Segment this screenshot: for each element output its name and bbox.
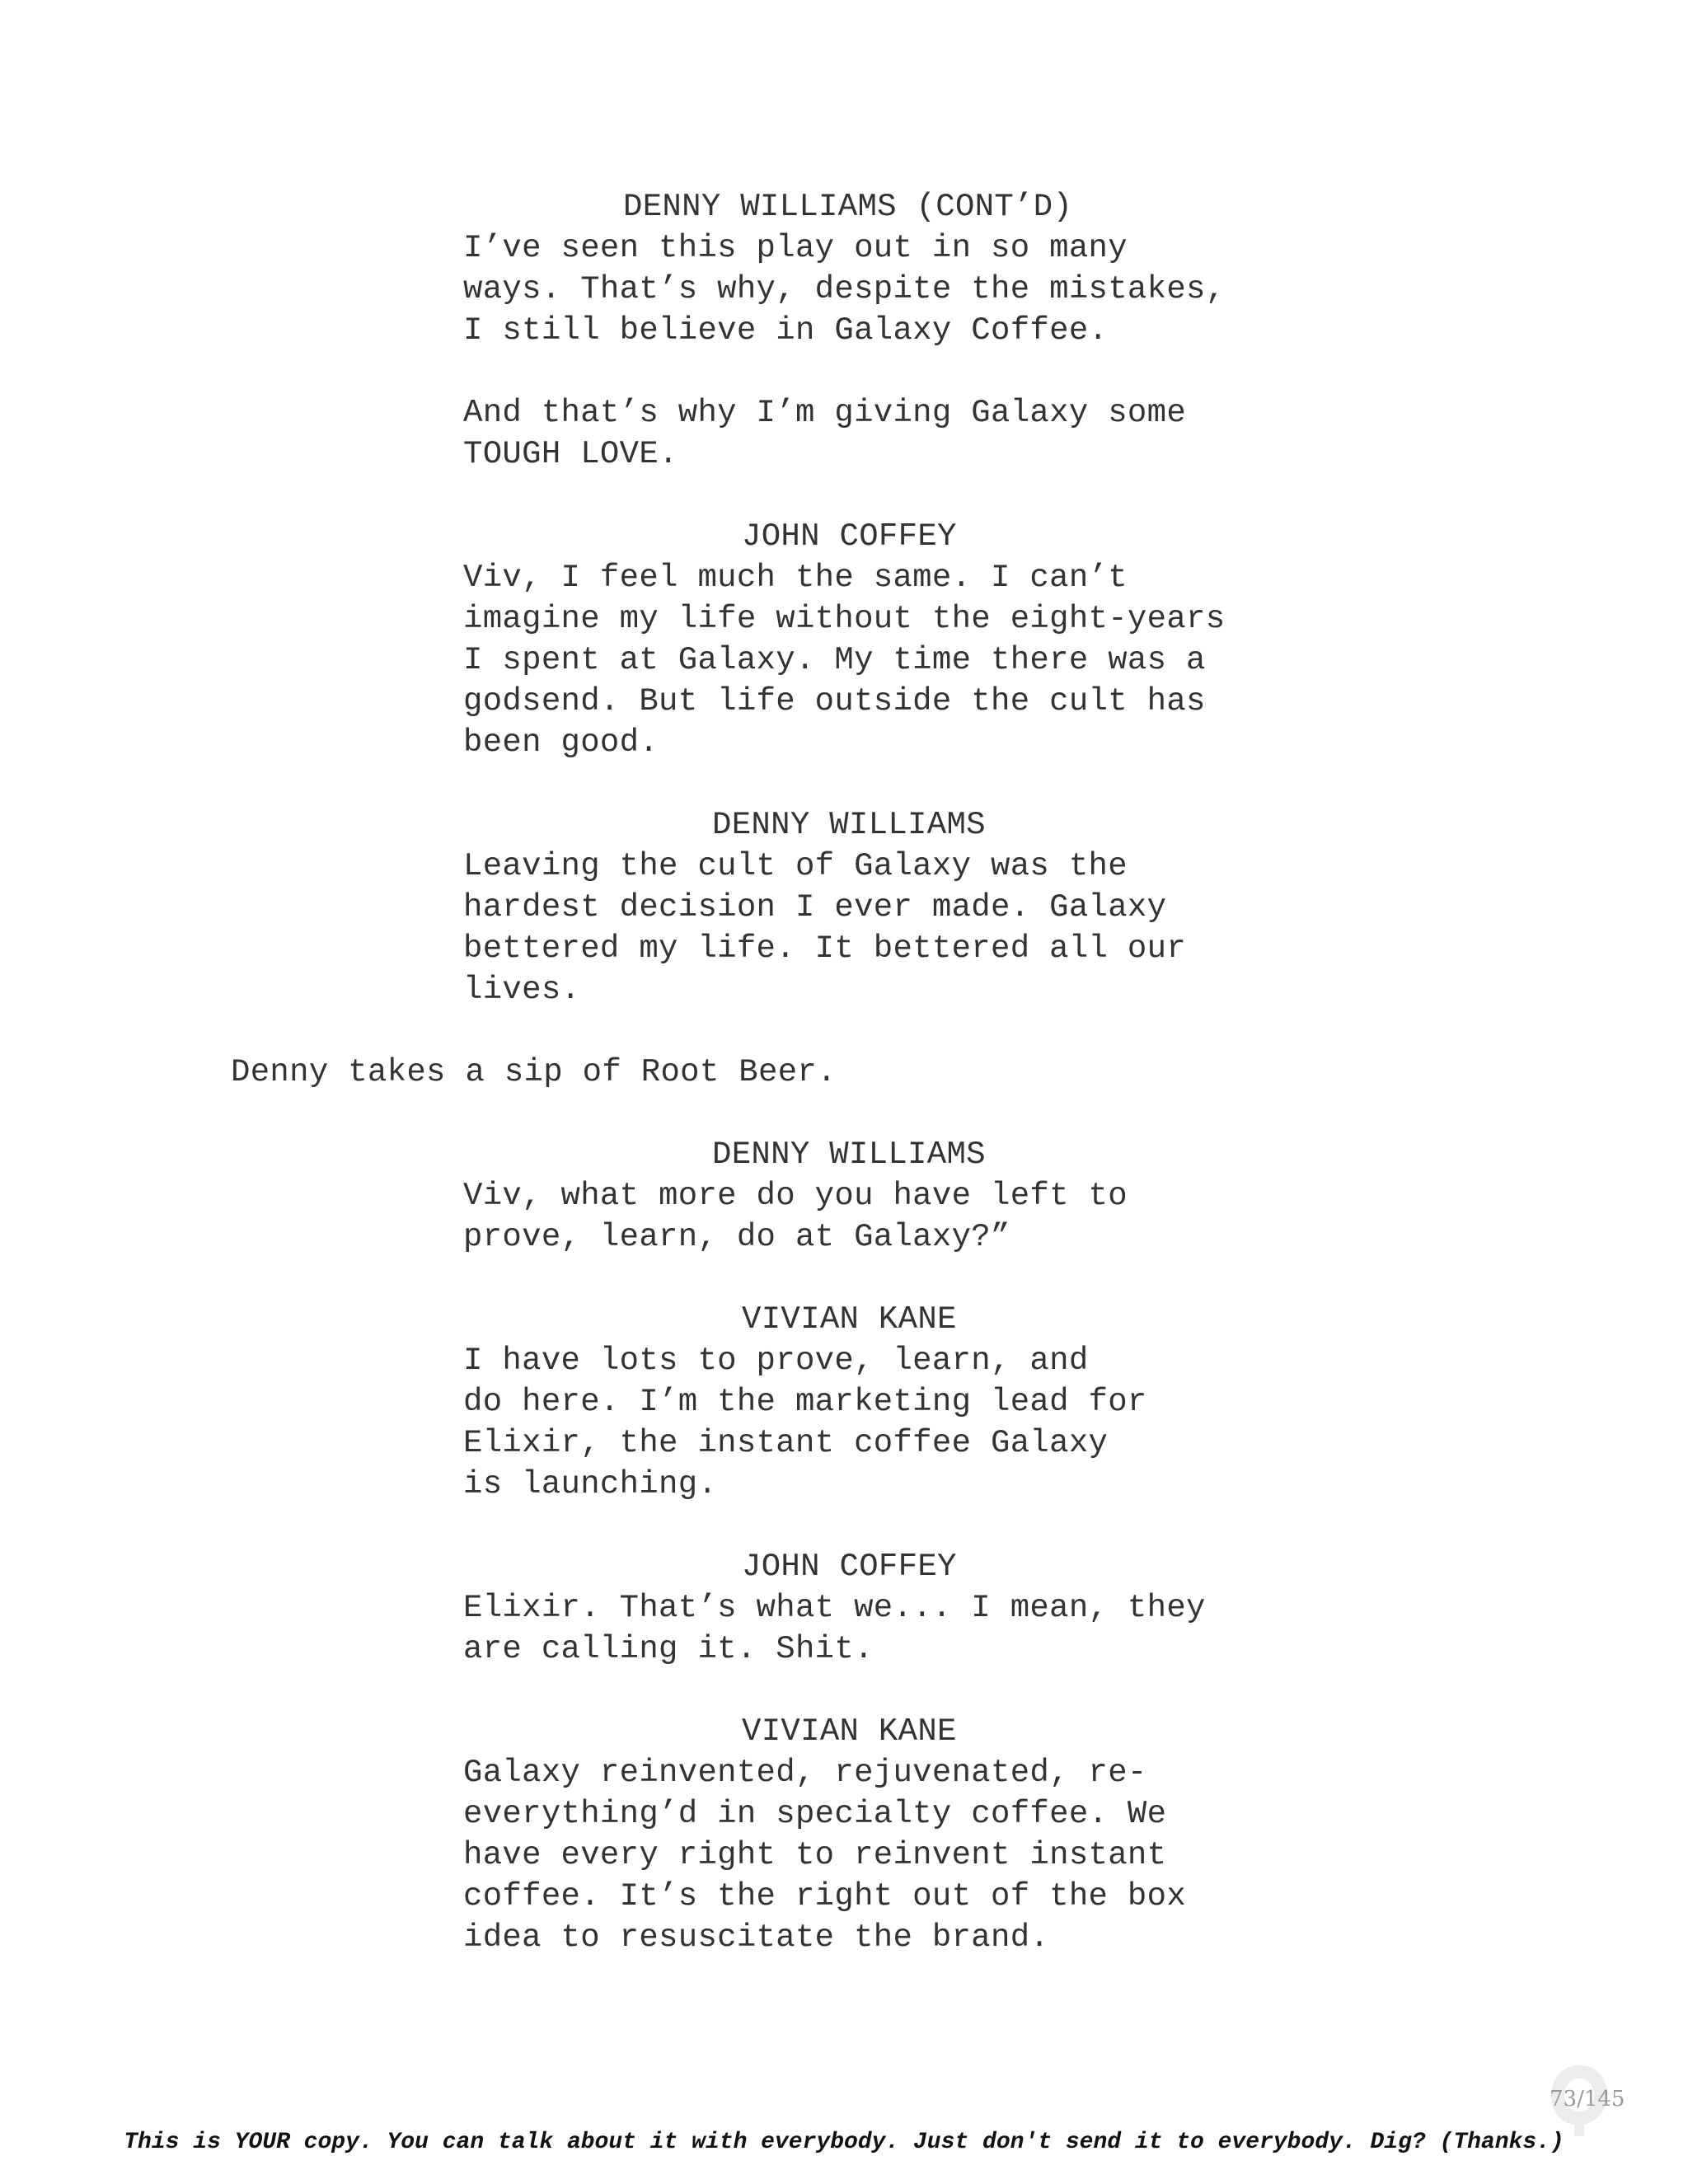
dialogue-line: are calling it. Shit. <box>463 1631 874 1667</box>
dialogue-line: TOUGH LOVE. <box>463 436 678 472</box>
dialogue-line: have every right to reinvent instant <box>463 1837 1167 1873</box>
dialogue-line: I have lots to prove, learn, and <box>463 1343 1089 1379</box>
dialogue-line: I still believe in Galaxy Coffee. <box>463 312 1109 349</box>
dialogue-line: is launching. <box>463 1466 718 1502</box>
character-cue: DENNY WILLIAMS <box>712 807 986 843</box>
dialogue-line: bettered my life. It bettered all our <box>463 930 1187 967</box>
dialogue-line: prove, learn, do at Galaxy?” <box>463 1219 1010 1255</box>
dialogue-line: Viv, I feel much the same. I can’t <box>463 560 1128 596</box>
dialogue-line: Elixir. That’s what we... I mean, they <box>463 1590 1206 1626</box>
dialogue-line: Galaxy reinvented, rejuvenated, re- <box>463 1755 1147 1791</box>
character-cue: JOHN COFFEY <box>742 1549 957 1585</box>
dialogue-line: lives. <box>463 972 581 1008</box>
dialogue-line: I’ve seen this play out in so many <box>463 230 1128 266</box>
dialogue-line: hardest decision I ever made. Galaxy <box>463 889 1167 926</box>
character-cue: JOHN COFFEY <box>742 518 957 555</box>
dialogue-line: coffee. It’s the right out of the box <box>463 1878 1187 1915</box>
dialogue-line: idea to resuscitate the brand. <box>463 1919 1050 1956</box>
page-number: 73/145 <box>1550 2087 1625 2111</box>
dialogue-line: everything’d in specialty coffee. We <box>463 1796 1167 1832</box>
dialogue-line: do here. I’m the marketing lead for <box>463 1384 1147 1420</box>
dialogue-line: ways. That’s why, despite the mistakes, <box>463 271 1226 307</box>
dialogue-line: Elixir, the instant coffee Galaxy <box>463 1425 1109 1461</box>
action-line: Denny takes a sip of Root Beer. <box>231 1054 837 1090</box>
footer-notice: This is YOUR copy. You can talk about it with everybody. Just don't send it to everybody. Dig? (Thanks.) <box>124 2130 1564 2155</box>
character-cue: VIVIAN KANE <box>742 1301 957 1338</box>
dialogue-line: Viv, what more do you have left to <box>463 1178 1128 1214</box>
character-cue: DENNY WILLIAMS (CONT’D) <box>623 189 1073 225</box>
dialogue-line: imagine my life without the eight-years <box>463 601 1226 637</box>
character-cue: VIVIAN KANE <box>742 1713 957 1750</box>
character-cue: DENNY WILLIAMS <box>712 1137 986 1173</box>
dialogue-line: godsend. But life outside the cult has <box>463 683 1206 719</box>
dialogue-line: I spent at Galaxy. My time there was a <box>463 642 1206 678</box>
dialogue-line: Leaving the cult of Galaxy was the <box>463 848 1128 884</box>
dialogue-line: been good. <box>463 724 659 761</box>
dialogue-line: And that’s why I’m giving Galaxy some <box>463 395 1187 431</box>
